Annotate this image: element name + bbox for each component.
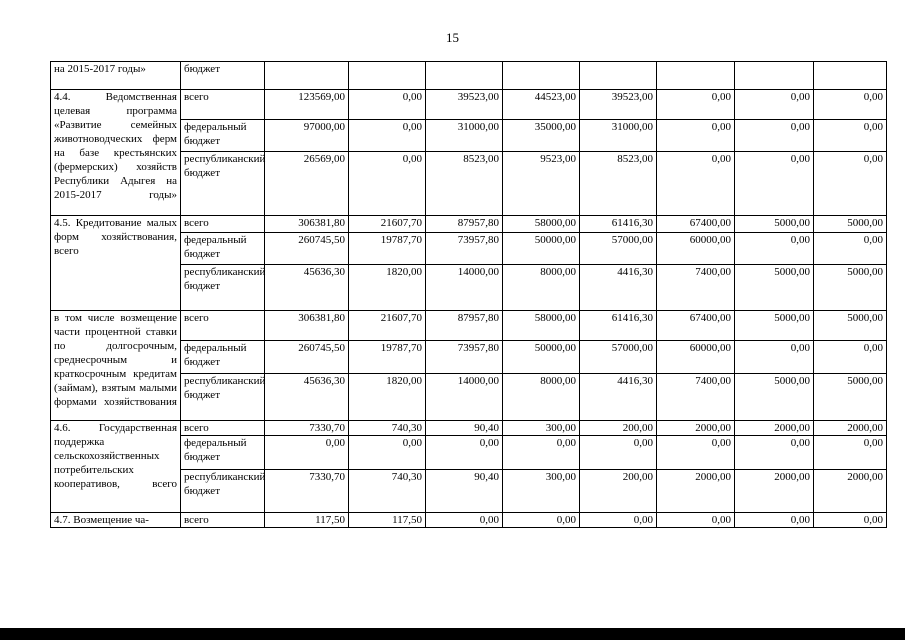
amount-cell: 8000,00 bbox=[503, 265, 580, 311]
amount-cell: 260745,50 bbox=[265, 341, 349, 374]
amount-cell: 1820,00 bbox=[349, 265, 426, 311]
amount-cell: 0,00 bbox=[503, 436, 580, 470]
amount-cell: 7330,70 bbox=[265, 421, 349, 436]
amount-cell bbox=[657, 62, 735, 90]
amount-cell: 60000,00 bbox=[657, 233, 735, 265]
amount-cell: 200,00 bbox=[580, 421, 657, 436]
amount-cell: 8523,00 bbox=[426, 152, 503, 216]
amount-cell: 0,00 bbox=[735, 233, 814, 265]
amount-cell: 50000,00 bbox=[503, 233, 580, 265]
funding-source-cell: всего bbox=[181, 216, 265, 233]
amount-cell: 0,00 bbox=[735, 90, 814, 120]
amount-cell: 117,50 bbox=[349, 513, 426, 528]
amount-cell: 87957,80 bbox=[426, 216, 503, 233]
amount-cell: 60000,00 bbox=[657, 341, 735, 374]
budget-table bbox=[50, 61, 887, 528]
amount-cell: 2000,00 bbox=[814, 421, 887, 436]
amount-cell: 73957,80 bbox=[426, 233, 503, 265]
program-name-cell: в том числе возмещение части процентной ставки по долгосрочным, среднесрочным и краткосрочным кредитам (займам), взятым малыми формами хозяйствования bbox=[51, 311, 181, 421]
scan-bottom-edge bbox=[0, 628, 905, 640]
amount-cell: 5000,00 bbox=[814, 374, 887, 421]
amount-cell: 26569,00 bbox=[265, 152, 349, 216]
amount-cell: 0,00 bbox=[580, 513, 657, 528]
funding-source-cell: всего bbox=[181, 90, 265, 120]
amount-cell: 0,00 bbox=[814, 120, 887, 152]
amount-cell: 57000,00 bbox=[580, 233, 657, 265]
amount-cell: 0,00 bbox=[735, 341, 814, 374]
amount-cell: 123569,00 bbox=[265, 90, 349, 120]
amount-cell bbox=[503, 62, 580, 90]
amount-cell: 5000,00 bbox=[735, 311, 814, 341]
amount-cell: 0,00 bbox=[814, 436, 887, 470]
amount-cell: 7400,00 bbox=[657, 374, 735, 421]
amount-cell: 2000,00 bbox=[814, 470, 887, 513]
funding-source-cell: республиканский бюджет bbox=[181, 374, 265, 421]
amount-cell: 14000,00 bbox=[426, 374, 503, 421]
amount-cell: 61416,30 bbox=[580, 216, 657, 233]
amount-cell: 1820,00 bbox=[349, 374, 426, 421]
amount-cell: 0,00 bbox=[349, 436, 426, 470]
table-row bbox=[51, 90, 887, 120]
amount-cell: 45636,30 bbox=[265, 374, 349, 421]
amount-cell: 35000,00 bbox=[503, 120, 580, 152]
program-name-cell: 4.5. Кредитование малых форм хозяйствования, всего bbox=[51, 216, 181, 311]
amount-cell: 0,00 bbox=[426, 513, 503, 528]
amount-cell: 0,00 bbox=[735, 513, 814, 528]
table-row bbox=[51, 421, 887, 436]
amount-cell: 4416,30 bbox=[580, 374, 657, 421]
amount-cell: 2000,00 bbox=[735, 470, 814, 513]
amount-cell: 306381,80 bbox=[265, 311, 349, 341]
amount-cell: 50000,00 bbox=[503, 341, 580, 374]
amount-cell: 19787,70 bbox=[349, 233, 426, 265]
amount-cell bbox=[265, 62, 349, 90]
amount-cell bbox=[426, 62, 503, 90]
amount-cell: 0,00 bbox=[657, 120, 735, 152]
amount-cell: 306381,80 bbox=[265, 216, 349, 233]
amount-cell: 0,00 bbox=[657, 152, 735, 216]
amount-cell: 14000,00 bbox=[426, 265, 503, 311]
funding-source-cell: федеральный бюджет bbox=[181, 120, 265, 152]
table-row bbox=[51, 216, 887, 233]
amount-cell bbox=[349, 62, 426, 90]
amount-cell: 7400,00 bbox=[657, 265, 735, 311]
amount-cell bbox=[814, 62, 887, 90]
amount-cell: 0,00 bbox=[349, 120, 426, 152]
amount-cell: 67400,00 bbox=[657, 216, 735, 233]
amount-cell: 90,40 bbox=[426, 421, 503, 436]
amount-cell bbox=[735, 62, 814, 90]
amount-cell: 740,30 bbox=[349, 421, 426, 436]
funding-source-cell: федеральный бюджет bbox=[181, 233, 265, 265]
amount-cell: 5000,00 bbox=[735, 374, 814, 421]
amount-cell: 7330,70 bbox=[265, 470, 349, 513]
amount-cell: 5000,00 bbox=[814, 265, 887, 311]
page-number: 15 bbox=[446, 30, 459, 45]
amount-cell: 19787,70 bbox=[349, 341, 426, 374]
amount-cell: 300,00 bbox=[503, 470, 580, 513]
amount-cell: 0,00 bbox=[814, 90, 887, 120]
amount-cell: 39523,00 bbox=[426, 90, 503, 120]
amount-cell: 8523,00 bbox=[580, 152, 657, 216]
amount-cell: 39523,00 bbox=[580, 90, 657, 120]
amount-cell: 0,00 bbox=[814, 152, 887, 216]
amount-cell: 2000,00 bbox=[735, 421, 814, 436]
funding-source-cell: всего bbox=[181, 311, 265, 341]
funding-source-cell: всего bbox=[181, 421, 265, 436]
amount-cell: 0,00 bbox=[580, 436, 657, 470]
funding-source-cell: республиканский бюджет bbox=[181, 152, 265, 216]
amount-cell: 0,00 bbox=[657, 513, 735, 528]
program-name-cell: 4.7. Возмещение ча- bbox=[51, 513, 181, 528]
program-name-cell: 4.6. Государственная поддержка сельскохозяйственных потребительских кооперативов, всего bbox=[51, 421, 181, 513]
amount-cell bbox=[580, 62, 657, 90]
amount-cell: 0,00 bbox=[814, 513, 887, 528]
amount-cell: 5000,00 bbox=[735, 265, 814, 311]
amount-cell: 57000,00 bbox=[580, 341, 657, 374]
amount-cell: 5000,00 bbox=[814, 311, 887, 341]
amount-cell: 73957,80 bbox=[426, 341, 503, 374]
amount-cell: 0,00 bbox=[814, 233, 887, 265]
amount-cell: 5000,00 bbox=[814, 216, 887, 233]
funding-source-cell: федеральный бюджет bbox=[181, 436, 265, 470]
amount-cell: 5000,00 bbox=[735, 216, 814, 233]
amount-cell: 61416,30 bbox=[580, 311, 657, 341]
amount-cell: 31000,00 bbox=[426, 120, 503, 152]
amount-cell: 4416,30 bbox=[580, 265, 657, 311]
program-name-cell: на 2015-2017 годы» bbox=[51, 62, 181, 90]
amount-cell: 300,00 bbox=[503, 421, 580, 436]
funding-source-cell: бюджет bbox=[181, 62, 265, 90]
amount-cell: 44523,00 bbox=[503, 90, 580, 120]
amount-cell: 90,40 bbox=[426, 470, 503, 513]
funding-source-cell: федеральный бюджет bbox=[181, 341, 265, 374]
amount-cell: 0,00 bbox=[735, 436, 814, 470]
amount-cell: 740,30 bbox=[349, 470, 426, 513]
program-name-cell: 4.4. Ведомственная целевая программа «Развитие семейных животноводческих ферм на базе крестьянских (фермерских) хозяйств Республики Адыгея на 2015-2017 годы» bbox=[51, 90, 181, 216]
amount-cell: 31000,00 bbox=[580, 120, 657, 152]
funding-source-cell: всего bbox=[181, 513, 265, 528]
amount-cell: 0,00 bbox=[657, 90, 735, 120]
amount-cell: 58000,00 bbox=[503, 216, 580, 233]
amount-cell: 2000,00 bbox=[657, 421, 735, 436]
amount-cell: 0,00 bbox=[657, 436, 735, 470]
amount-cell: 9523,00 bbox=[503, 152, 580, 216]
amount-cell: 0,00 bbox=[503, 513, 580, 528]
amount-cell: 0,00 bbox=[349, 152, 426, 216]
table-row bbox=[51, 513, 887, 528]
amount-cell: 0,00 bbox=[426, 436, 503, 470]
amount-cell: 67400,00 bbox=[657, 311, 735, 341]
amount-cell: 21607,70 bbox=[349, 311, 426, 341]
amount-cell: 2000,00 bbox=[657, 470, 735, 513]
amount-cell: 0,00 bbox=[735, 152, 814, 216]
funding-source-cell: республиканский бюджет bbox=[181, 470, 265, 513]
amount-cell: 58000,00 bbox=[503, 311, 580, 341]
table-row bbox=[51, 311, 887, 341]
amount-cell: 0,00 bbox=[814, 341, 887, 374]
amount-cell: 21607,70 bbox=[349, 216, 426, 233]
amount-cell: 45636,30 bbox=[265, 265, 349, 311]
amount-cell: 87957,80 bbox=[426, 311, 503, 341]
amount-cell: 0,00 bbox=[735, 120, 814, 152]
table-row bbox=[51, 62, 887, 90]
amount-cell: 97000,00 bbox=[265, 120, 349, 152]
amount-cell: 8000,00 bbox=[503, 374, 580, 421]
amount-cell: 0,00 bbox=[349, 90, 426, 120]
funding-source-cell: республиканский бюджет bbox=[181, 265, 265, 311]
amount-cell: 117,50 bbox=[265, 513, 349, 528]
amount-cell: 200,00 bbox=[580, 470, 657, 513]
amount-cell: 260745,50 bbox=[265, 233, 349, 265]
amount-cell: 0,00 bbox=[265, 436, 349, 470]
